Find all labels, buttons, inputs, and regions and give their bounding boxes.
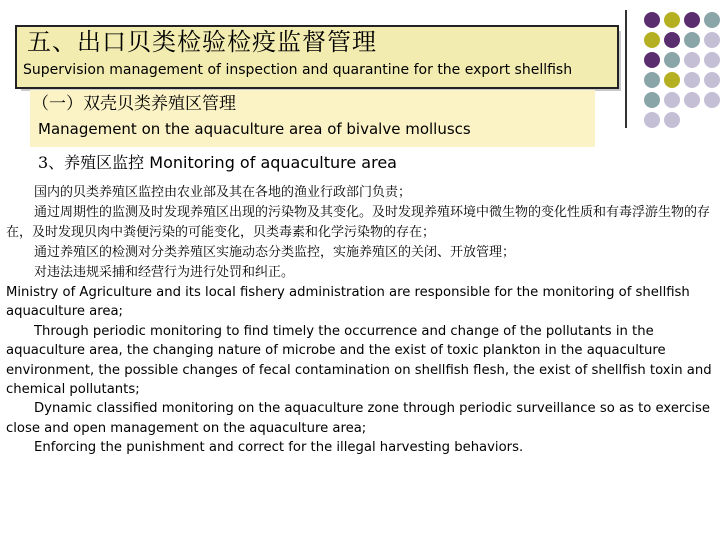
slide-title-en: Supervision management of inspection and quarantine for the export shellfish: [23, 62, 573, 78]
dot: [664, 72, 680, 88]
dot: [644, 52, 660, 68]
section-title-cn: （一）双壳贝类养殖区管理: [32, 94, 236, 114]
dot: [664, 92, 680, 108]
en-paragraph: Enforcing the punishment and correct for the illegal harvesting behaviors.: [34, 440, 524, 456]
slide-title-cn: 五、出口贝类检验检疫监督管理: [27, 28, 377, 56]
dot: [704, 72, 720, 88]
dot: [664, 12, 680, 28]
subheading: [38, 153, 397, 173]
dot: [684, 52, 700, 68]
dot: [684, 12, 700, 28]
en-paragraph: Through periodic monitoring to find timely the occurrence and change of the pollutants in the aquaculture area, the changing nature of microbe and the exist of toxic plankton in the aquaculture environment, the possible changes of fecal contamination on shellfish flesh, the exist of shellfish toxin and chemical pollutants;: [6, 323, 712, 398]
subheading-en: Monitoring of aquaculture area: [149, 153, 397, 172]
dot: [704, 32, 720, 48]
dot: [644, 112, 660, 128]
dot: [704, 92, 720, 108]
english-body: [6, 283, 712, 458]
chinese-body: [6, 183, 712, 283]
cn-paragraph: 通过养殖区的检测对分类养殖区实施动态分类监控，实施养殖区的关闭、开放管理；: [34, 245, 516, 260]
dot: [704, 12, 720, 28]
dot: [684, 72, 700, 88]
dot: [684, 32, 700, 48]
dot: [664, 52, 680, 68]
cn-paragraph: 对违法违规采捕和经营行为进行处罚和纠正。: [34, 265, 295, 280]
dot: [684, 92, 700, 108]
decorative-dot-grid: [640, 12, 720, 132]
section-title-en: Management on the aquaculture area of bivalve molluscs: [38, 120, 471, 138]
en-paragraph: Ministry of Agriculture and its local fishery administration are responsible for the monitoring of shellfish aquaculture area;: [6, 285, 690, 320]
cn-paragraph: 国内的贝类养殖区监控由农业部及其在各地的渔业行政部门负责；: [34, 185, 412, 200]
dot: [664, 112, 680, 128]
dot: [644, 72, 660, 88]
en-paragraph: Dynamic classified monitoring on the aquaculture zone through periodic surveillance so as to exercise close and open management on the aquaculture area;: [6, 401, 710, 436]
dot: [644, 32, 660, 48]
dot: [664, 32, 680, 48]
subheading-cn: 3、养殖区监控: [38, 153, 145, 172]
cn-paragraph: 通过周期性的监测及时发现养殖区出现的污染物及其变化。及时发现养殖环境中微生物的变化性质和有毒浮游生物的存在，及时发现贝肉中粪便污染的可能变化，贝类毒素和化学污染物的存在；: [6, 205, 711, 240]
dot: [644, 12, 660, 28]
dot: [704, 52, 720, 68]
dot: [644, 92, 660, 108]
divider-line: [625, 10, 627, 128]
